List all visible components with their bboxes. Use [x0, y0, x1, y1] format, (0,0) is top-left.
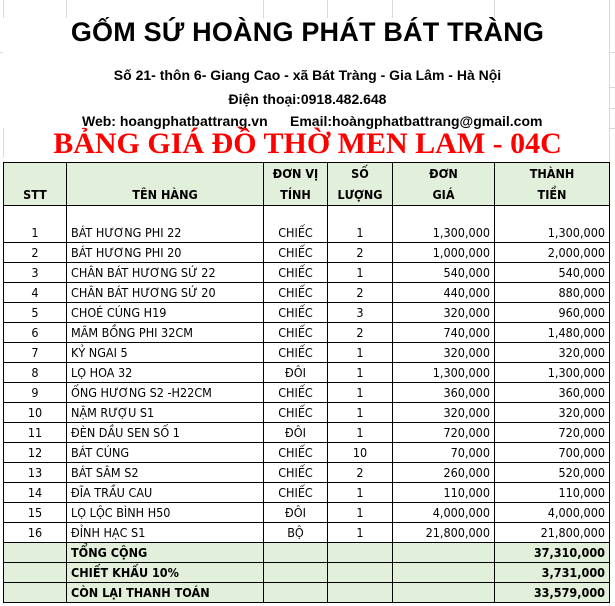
summary-label: CHIẾT KHẤU 10% — [67, 563, 264, 583]
column-header-stt: STT — [4, 163, 67, 206]
cell-unit-price: 110,000 — [393, 483, 495, 503]
cell-stt: 3 — [4, 263, 67, 283]
table-header-row — [4, 163, 610, 206]
table-row — [4, 503, 610, 523]
cell-stt: 1 — [4, 206, 67, 243]
table-row — [4, 206, 610, 243]
cell-empty — [4, 563, 67, 583]
column-header-quantity: SỐ LƯỢNG — [328, 163, 393, 206]
cell-stt: 14 — [4, 483, 67, 503]
cell-quantity: 1 — [328, 503, 393, 523]
cell-product-name: ĐÈN DẦU SEN SỐ 1 — [67, 423, 264, 443]
cell-unit-price: 70,000 — [393, 443, 495, 463]
cell-quantity: 1 — [328, 383, 393, 403]
cell-total: 320,000 — [495, 403, 610, 423]
column-header-name: TÊN HÀNG — [67, 163, 264, 206]
cell-stt: 4 — [4, 283, 67, 303]
cell-empty — [328, 543, 393, 563]
gridline — [66, 0, 67, 18]
cell-product-name: CHÂN BÁT HƯƠNG SỨ 20 — [67, 283, 264, 303]
gridline — [392, 0, 393, 18]
company-address: Số 21- thôn 6- Giang Cao - xã Bát Tràng - Gia Lâm - Hà Nội — [113, 67, 502, 83]
cell-stt: 13 — [4, 463, 67, 483]
cell-stt: 11 — [4, 423, 67, 443]
cell-unit-price: 260,000 — [393, 463, 495, 483]
table-row — [4, 283, 610, 303]
cell-total: 21,800,000 — [495, 523, 610, 543]
cell-empty — [328, 563, 393, 583]
cell-unit: CHIẾC — [264, 463, 328, 483]
cell-empty — [4, 543, 67, 563]
cell-quantity: 2 — [328, 463, 393, 483]
cell-unit: CHIẾC — [264, 263, 328, 283]
cell-quantity: 10 — [328, 443, 393, 463]
cell-total: 520,000 — [495, 463, 610, 483]
table-row — [4, 423, 610, 443]
cell-unit-price: 740,000 — [393, 323, 495, 343]
cell-empty — [393, 583, 495, 603]
column-header-unit: ĐƠN VỊ TÍNH — [264, 163, 328, 206]
company-email: Email:hoàngphatbattrang@gmail.com — [290, 113, 543, 129]
cell-product-name: MÂM BỒNG PHI 32CM — [67, 323, 264, 343]
gridline — [3, 0, 4, 18]
cell-total: 2,000,000 — [495, 243, 610, 263]
cell-total: 320,000 — [495, 343, 610, 363]
company-phone: Điện thoại:0918.482.648 — [228, 91, 387, 107]
cell-product-name: ĐỈNH HẠC S1 — [67, 523, 264, 543]
cell-unit: CHIẾC — [264, 343, 328, 363]
cell-quantity: 2 — [328, 323, 393, 343]
cell-product-name: NẬM RƯỢU S1 — [67, 403, 264, 423]
cell-total: 110,000 — [495, 483, 610, 503]
summary-value: 3,731,000 — [495, 563, 610, 583]
cell-quantity: 1 — [328, 206, 393, 243]
cell-stt: 16 — [4, 523, 67, 543]
company-website: Web: hoangphatbattrang.vn — [82, 113, 268, 129]
table-row — [4, 323, 610, 343]
cell-unit-price: 720,000 — [393, 423, 495, 443]
cell-product-name: CHOÉ CÚNG H19 — [67, 303, 264, 323]
table-row — [4, 343, 610, 363]
cell-quantity: 1 — [328, 523, 393, 543]
cell-stt: 8 — [4, 363, 67, 383]
cell-product-name: BÁT HƯƠNG PHI 20 — [67, 243, 264, 263]
cell-unit-price: 540,000 — [393, 263, 495, 283]
cell-total: 1,480,000 — [495, 323, 610, 343]
cell-unit-price: 1,000,000 — [393, 243, 495, 263]
cell-stt: 10 — [4, 403, 67, 423]
cell-quantity: 3 — [328, 303, 393, 323]
gridline — [263, 0, 264, 18]
cell-unit: CHIẾC — [264, 383, 328, 403]
summary-value: 33,579,000 — [495, 583, 610, 603]
cell-total: 1,300,000 — [495, 206, 610, 243]
cell-total: 4,000,000 — [495, 503, 610, 523]
cell-quantity: 2 — [328, 243, 393, 263]
cell-empty — [264, 563, 328, 583]
table-row — [4, 403, 610, 423]
cell-unit: BỘ — [264, 523, 328, 543]
cell-product-name: KỶ NGAI 5 — [67, 343, 264, 363]
cell-product-name: ĐĨA TRẦU CAU — [67, 483, 264, 503]
cell-stt: 9 — [4, 383, 67, 403]
cell-product-name: BÁT SÂM S2 — [67, 463, 264, 483]
cell-stt: 7 — [4, 343, 67, 363]
cell-empty — [264, 583, 328, 603]
cell-total: 540,000 — [495, 263, 610, 283]
gridline — [327, 0, 328, 18]
summary-row — [4, 543, 610, 563]
table-row — [4, 443, 610, 463]
cell-total: 880,000 — [495, 283, 610, 303]
cell-quantity: 2 — [328, 283, 393, 303]
gridline — [494, 0, 495, 18]
cell-unit-price: 320,000 — [393, 303, 495, 323]
cell-quantity: 1 — [328, 263, 393, 283]
cell-product-name: CHÂN BÁT HƯƠNG SỨ 22 — [67, 263, 264, 283]
cell-unit: ĐÔI — [264, 363, 328, 383]
summary-label: TỔNG CỘNG — [67, 543, 264, 563]
table-row — [4, 463, 610, 483]
cell-unit-price: 21,800,000 — [393, 523, 495, 543]
cell-stt: 12 — [4, 443, 67, 463]
cell-stt: 2 — [4, 243, 67, 263]
gridline — [609, 108, 615, 109]
cell-unit-price: 1,300,000 — [393, 363, 495, 383]
cell-quantity: 1 — [328, 363, 393, 383]
cell-unit: ĐÔI — [264, 503, 328, 523]
cell-unit: CHIẾC — [264, 243, 328, 263]
table-row — [4, 263, 610, 283]
summary-row — [4, 563, 610, 583]
cell-product-name: ỐNG HƯƠNG S2 -H22CM — [67, 383, 264, 403]
cell-unit: CHIẾC — [264, 483, 328, 503]
cell-unit: CHIẾC — [264, 206, 328, 243]
cell-total: 960,000 — [495, 303, 610, 323]
cell-unit-price: 360,000 — [393, 383, 495, 403]
cell-empty — [328, 583, 393, 603]
cell-quantity: 1 — [328, 343, 393, 363]
cell-unit: ĐÔI — [264, 423, 328, 443]
gridline — [609, 52, 615, 53]
cell-unit: CHIẾC — [264, 403, 328, 423]
cell-unit-price: 320,000 — [393, 403, 495, 423]
table-row — [4, 483, 610, 503]
company-name: GỐM SỨ HOÀNG PHÁT BÁT TRÀNG — [70, 17, 545, 47]
cell-unit-price: 1,300,000 — [393, 206, 495, 243]
table-row — [4, 383, 610, 403]
cell-unit: CHIẾC — [264, 443, 328, 463]
cell-empty — [264, 543, 328, 563]
cell-quantity: 1 — [328, 423, 393, 443]
cell-empty — [4, 583, 67, 603]
cell-unit: CHIẾC — [264, 303, 328, 323]
cell-total: 360,000 — [495, 383, 610, 403]
cell-empty — [393, 563, 495, 583]
cell-stt: 15 — [4, 503, 67, 523]
summary-label: CÒN LẠI THANH TOÁN — [67, 583, 264, 603]
price-table — [3, 162, 610, 603]
cell-stt: 5 — [4, 303, 67, 323]
cell-product-name: LỌ LỘC BÌNH H50 — [67, 503, 264, 523]
cell-product-name: BÁT HƯƠNG PHI 22 — [67, 206, 264, 243]
cell-unit: CHIẾC — [264, 323, 328, 343]
cell-empty — [393, 543, 495, 563]
cell-quantity: 1 — [328, 483, 393, 503]
price-list-title: BẢNG GIÁ ĐỒ THỜ MEN LAM - 04C — [53, 127, 562, 160]
gridline — [609, 87, 615, 88]
cell-unit: CHIẾC — [264, 283, 328, 303]
gridline — [0, 52, 3, 53]
table-row — [4, 363, 610, 383]
cell-total: 1,300,000 — [495, 363, 610, 383]
table-row — [4, 243, 610, 263]
summary-row — [4, 583, 610, 603]
column-header-total: THÀNH TIỀN — [495, 163, 610, 206]
cell-unit-price: 320,000 — [393, 343, 495, 363]
summary-value: 37,310,000 — [495, 543, 610, 563]
table-row — [4, 523, 610, 543]
column-header-unit-price: ĐƠN GIÁ — [393, 163, 495, 206]
cell-total: 720,000 — [495, 423, 610, 443]
table-row — [4, 303, 610, 323]
cell-quantity: 1 — [328, 403, 393, 423]
cell-stt: 6 — [4, 323, 67, 343]
cell-product-name: LỌ HOA 32 — [67, 363, 264, 383]
cell-total: 700,000 — [495, 443, 610, 463]
cell-unit-price: 4,000,000 — [393, 503, 495, 523]
cell-product-name: BÁT CÚNG — [67, 443, 264, 463]
cell-unit-price: 440,000 — [393, 283, 495, 303]
